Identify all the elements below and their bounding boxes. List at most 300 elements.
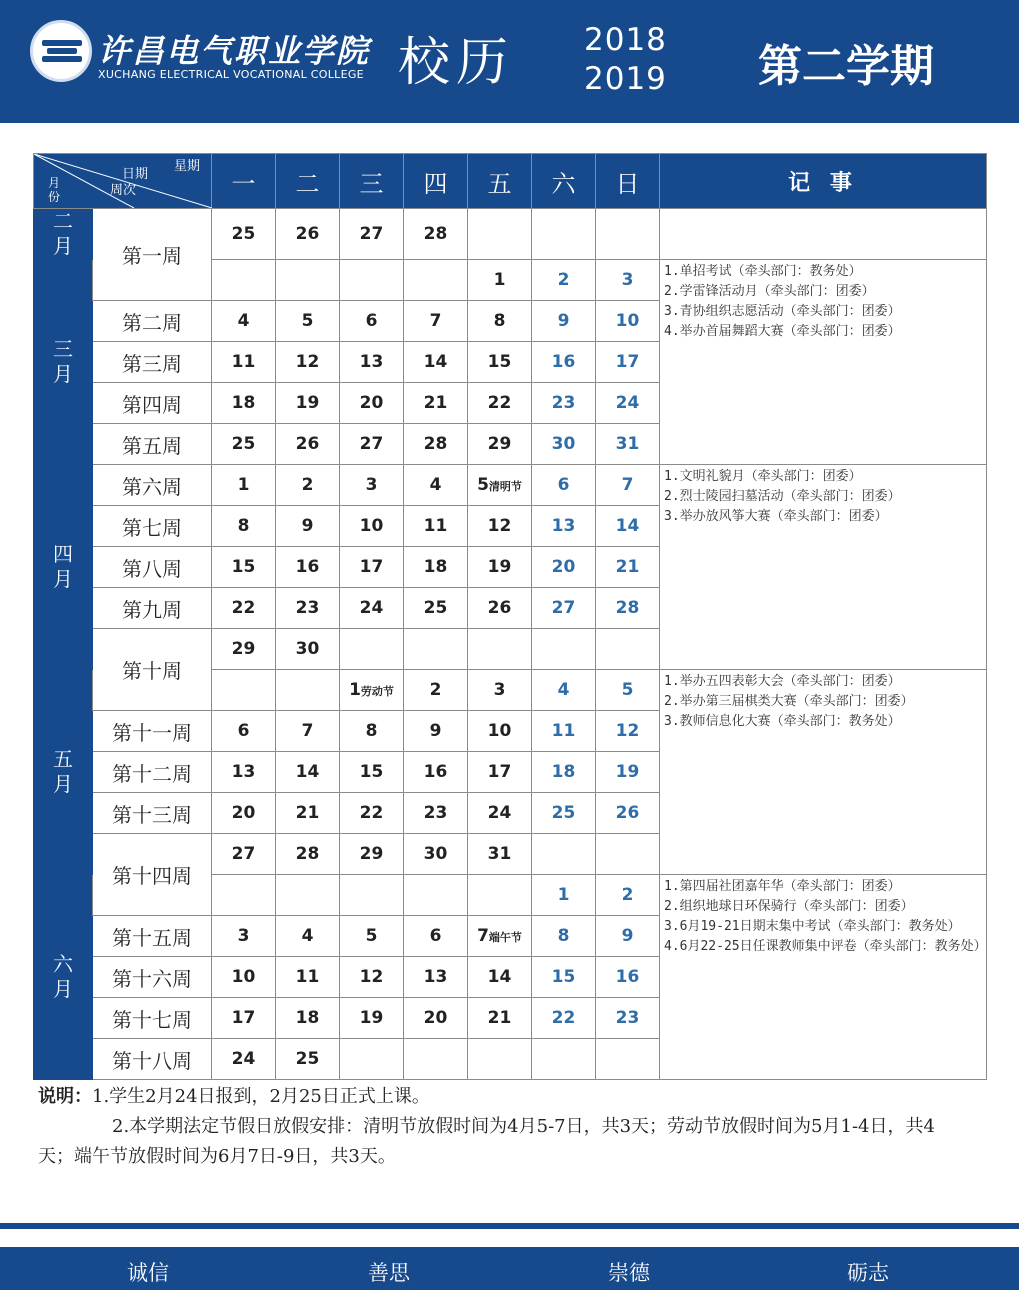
date-number: 5 (621, 680, 634, 700)
date-number: 25 (231, 224, 256, 244)
date-cell (596, 670, 660, 711)
date-cell (404, 834, 468, 875)
date-number: 24 (231, 1049, 256, 1069)
date-number: 14 (615, 516, 640, 536)
date-number: 15 (359, 762, 384, 782)
date-number: 1 (493, 270, 506, 290)
holiday-tag: 清明节 (488, 480, 522, 493)
date-cell (468, 752, 532, 793)
notes-cell (660, 209, 987, 260)
weekday-header: 日 (596, 154, 660, 209)
date-cell (468, 629, 532, 670)
corner-week-label: 周次 (110, 183, 137, 198)
date-number: 16 (551, 352, 576, 372)
note-item: 1.单招考试（牵头部门：教务处） (664, 264, 862, 279)
date-cell (212, 875, 276, 916)
date-number: 28 (615, 598, 640, 618)
date-cell (340, 506, 404, 547)
date-cell (212, 834, 276, 875)
date-number: 2 (301, 475, 314, 495)
date-cell (468, 342, 532, 383)
page-title: 校历 (398, 33, 515, 93)
date-number: 20 (423, 1008, 448, 1028)
date-number: 16 (295, 557, 320, 577)
date-cell (468, 424, 532, 465)
date-number: 13 (551, 516, 576, 536)
month-label: 三月 (53, 337, 73, 386)
week-label: 第十四周 (93, 834, 212, 916)
date-number: 2 (557, 270, 570, 290)
week-label: 第十周 (93, 629, 212, 711)
date-number: 19 (487, 557, 512, 577)
note-item: 4.6月22-25日任课教师集中评卷（牵头部门：教务处） (664, 939, 987, 954)
date-number: 29 (359, 844, 384, 864)
date-number: 24 (359, 598, 384, 618)
year-end: 2019 (584, 61, 667, 97)
date-cell (532, 547, 596, 588)
date-cell (404, 547, 468, 588)
month-cell (34, 209, 93, 260)
date-number: 5 (301, 311, 314, 331)
week-label: 第三周 (93, 342, 212, 383)
date-cell (468, 301, 532, 342)
date-cell (276, 670, 340, 711)
date-cell (468, 383, 532, 424)
date-cell (532, 793, 596, 834)
date-number: 22 (359, 803, 384, 823)
weekday-header: 一 (212, 154, 276, 209)
date-number: 10 (487, 721, 512, 741)
date-cell (532, 465, 596, 506)
school-name-cn: 许昌电气职业学院 (98, 32, 371, 70)
date-cell (276, 875, 340, 916)
holiday-tag: 端午节 (488, 931, 522, 944)
date-cell (340, 383, 404, 424)
date-cell (212, 916, 276, 957)
date-cell (212, 793, 276, 834)
month-cell (34, 670, 93, 875)
date-cell (276, 547, 340, 588)
week-label: 第十三周 (93, 793, 212, 834)
date-cell (276, 957, 340, 998)
date-cell (532, 834, 596, 875)
date-number: 15 (231, 557, 256, 577)
date-cell (276, 1039, 340, 1080)
date-number: 21 (423, 393, 448, 413)
date-cell (340, 711, 404, 752)
date-number: 11 (231, 352, 256, 372)
date-number: 11 (423, 516, 448, 536)
week-label: 第十一周 (93, 711, 212, 752)
note-item: 2.学雷锋活动月（牵头部门：团委） (664, 284, 875, 299)
date-cell (276, 506, 340, 547)
date-cell (340, 209, 404, 260)
date-number: 18 (551, 762, 576, 782)
date-number: 3 (237, 926, 250, 946)
weekday-header: 二 (276, 154, 340, 209)
date-cell (596, 711, 660, 752)
date-number: 13 (231, 762, 256, 782)
date-number: 7 (621, 475, 634, 495)
date-cell (404, 260, 468, 301)
date-number: 25 (551, 803, 576, 823)
date-cell (340, 547, 404, 588)
date-cell (276, 629, 340, 670)
date-cell (212, 998, 276, 1039)
week-label: 第二周 (93, 301, 212, 342)
explain-line-1: 1.学生2月24日报到，2月25日正式上课。 (92, 1086, 430, 1107)
date-cell (276, 998, 340, 1039)
date-number: 16 (423, 762, 448, 782)
date-cell (340, 793, 404, 834)
month-cell (34, 465, 93, 670)
note-item: 3.举办放风筝大赛（牵头部门：团委） (664, 509, 888, 524)
date-number: 13 (423, 967, 448, 987)
date-cell (532, 260, 596, 301)
week-label: 第九周 (93, 588, 212, 629)
week-label: 第十七周 (93, 998, 212, 1039)
date-cell (532, 588, 596, 629)
month-cell (34, 875, 93, 1080)
date-number: 25 (295, 1049, 320, 1069)
date-cell (468, 209, 532, 260)
month-label: 五月 (53, 747, 73, 796)
date-cell (212, 957, 276, 998)
date-number: 5 (477, 475, 489, 495)
notes-header: 记 事 (660, 154, 987, 209)
date-cell (596, 209, 660, 260)
date-cell (340, 875, 404, 916)
date-cell (596, 629, 660, 670)
date-cell (404, 424, 468, 465)
date-number: 3 (493, 680, 506, 700)
date-cell (596, 1039, 660, 1080)
note-item: 3.青协组织志愿活动（牵头部门：团委） (664, 304, 901, 319)
note-item: 1.第四届社团嘉年华（牵头部门：团委） (664, 879, 901, 894)
corner-date-label: 日期 (122, 167, 149, 182)
date-number: 12 (295, 352, 320, 372)
date-cell (532, 342, 596, 383)
notes-cell (660, 875, 987, 1080)
date-number: 19 (295, 393, 320, 413)
date-cell (532, 629, 596, 670)
date-cell (276, 834, 340, 875)
date-cell (404, 465, 468, 506)
weekday-header: 五 (468, 154, 532, 209)
date-cell (276, 588, 340, 629)
date-cell (596, 383, 660, 424)
explanation (38, 1082, 968, 1172)
date-cell (468, 711, 532, 752)
weekday-header: 三 (340, 154, 404, 209)
date-cell (276, 752, 340, 793)
date-number: 19 (359, 1008, 384, 1028)
date-number: 30 (295, 639, 320, 659)
date-number: 26 (487, 598, 512, 618)
date-number: 3 (621, 270, 634, 290)
date-cell (340, 342, 404, 383)
date-cell (340, 670, 404, 711)
holiday-tag: 劳动节 (360, 685, 394, 698)
date-cell (532, 711, 596, 752)
date-cell (212, 670, 276, 711)
corner-month-label: 月份 (47, 176, 60, 204)
term-title: 第二学期 (758, 41, 934, 92)
date-cell (596, 506, 660, 547)
calendar-row (34, 465, 987, 506)
date-cell (276, 916, 340, 957)
date-cell (340, 1039, 404, 1080)
date-number: 16 (615, 967, 640, 987)
footer-divider (0, 1223, 1019, 1229)
date-cell (596, 547, 660, 588)
date-number: 21 (295, 803, 320, 823)
date-number: 27 (231, 844, 256, 864)
date-cell (276, 424, 340, 465)
corner-header (34, 154, 212, 209)
date-cell (596, 998, 660, 1039)
date-cell (532, 916, 596, 957)
date-cell (532, 506, 596, 547)
date-cell (340, 834, 404, 875)
date-number: 23 (615, 1008, 640, 1028)
date-number: 6 (557, 475, 570, 495)
week-label: 第十五周 (93, 916, 212, 957)
date-cell (404, 209, 468, 260)
date-number: 6 (237, 721, 250, 741)
date-cell (340, 629, 404, 670)
date-number: 15 (487, 352, 512, 372)
date-number: 19 (615, 762, 640, 782)
date-number: 14 (423, 352, 448, 372)
date-number: 4 (429, 475, 442, 495)
date-cell (212, 752, 276, 793)
week-label: 第五周 (93, 424, 212, 465)
week-label: 第十六周 (93, 957, 212, 998)
date-number: 12 (487, 516, 512, 536)
date-cell (340, 424, 404, 465)
date-cell (596, 916, 660, 957)
date-cell (404, 1039, 468, 1080)
date-number: 26 (295, 224, 320, 244)
date-number: 25 (231, 434, 256, 454)
date-number: 25 (423, 598, 448, 618)
motto-item: 诚信 (127, 1261, 169, 1285)
explain-line-2: 2.本学期法定节假日放假安排：清明节放假时间为4月5-7日，共3天；劳动节放假时间为5月1-4日，共4天；端午节放假时间为6月7日-9日，共3天。 (38, 1116, 935, 1167)
date-cell (404, 383, 468, 424)
week-label: 第八周 (93, 547, 212, 588)
date-number: 22 (231, 598, 256, 618)
date-number: 31 (615, 434, 640, 454)
date-cell (532, 752, 596, 793)
date-number: 28 (423, 434, 448, 454)
date-cell (404, 588, 468, 629)
date-cell (276, 465, 340, 506)
date-cell (340, 752, 404, 793)
note-item: 3.教师信息化大赛（牵头部门：教务处） (664, 714, 901, 729)
date-number: 6 (429, 926, 442, 946)
notes-cell (660, 465, 987, 670)
date-number: 27 (359, 224, 384, 244)
note-item: 2.举办第三届棋类大赛（牵头部门：团委） (664, 694, 914, 709)
date-cell (340, 465, 404, 506)
date-cell (596, 752, 660, 793)
date-number: 9 (557, 311, 570, 331)
date-cell (468, 1039, 532, 1080)
notes-cell (660, 670, 987, 875)
weekday-header: 四 (404, 154, 468, 209)
date-cell (404, 629, 468, 670)
date-number: 12 (359, 967, 384, 987)
week-label: 第六周 (93, 465, 212, 506)
date-number: 14 (487, 967, 512, 987)
date-number: 17 (231, 1008, 256, 1028)
date-cell (468, 465, 532, 506)
date-cell (276, 301, 340, 342)
date-number: 6 (365, 311, 378, 331)
date-cell (468, 834, 532, 875)
date-cell (596, 301, 660, 342)
date-number: 20 (551, 557, 576, 577)
notes-cell (660, 260, 987, 465)
date-cell (212, 588, 276, 629)
date-number: 26 (295, 434, 320, 454)
date-cell (404, 957, 468, 998)
date-cell (340, 301, 404, 342)
date-cell (596, 424, 660, 465)
date-number: 10 (359, 516, 384, 536)
date-number: 24 (615, 393, 640, 413)
date-cell (276, 260, 340, 301)
date-number: 4 (557, 680, 570, 700)
date-number: 7 (429, 311, 442, 331)
date-number: 17 (487, 762, 512, 782)
date-cell (212, 301, 276, 342)
date-number: 4 (237, 311, 250, 331)
date-cell (596, 588, 660, 629)
date-cell (404, 506, 468, 547)
date-cell (468, 547, 532, 588)
date-cell (596, 957, 660, 998)
corner-weekday-label: 星期 (174, 159, 201, 174)
calendar-row (34, 209, 987, 260)
week-label: 第七周 (93, 506, 212, 547)
date-cell (468, 588, 532, 629)
date-number: 20 (231, 803, 256, 823)
note-item: 2.组织地球日环保骑行（牵头部门：团委） (664, 899, 914, 914)
date-number: 23 (295, 598, 320, 618)
date-number: 29 (231, 639, 256, 659)
date-cell (404, 301, 468, 342)
date-number: 11 (551, 721, 576, 741)
date-number: 22 (551, 1008, 576, 1028)
date-number: 1 (557, 885, 570, 905)
motto-item: 善思 (368, 1261, 410, 1285)
date-number: 3 (365, 475, 378, 495)
date-cell (276, 383, 340, 424)
date-cell (468, 957, 532, 998)
date-number: 21 (487, 1008, 512, 1028)
date-cell (276, 209, 340, 260)
date-cell (532, 301, 596, 342)
date-number: 7 (477, 926, 489, 946)
calendar-table (33, 153, 987, 1080)
date-cell (596, 875, 660, 916)
motto-item: 崇德 (608, 1261, 650, 1285)
date-cell (404, 342, 468, 383)
date-cell (212, 260, 276, 301)
month-label: 六月 (53, 952, 73, 1001)
date-cell (212, 1039, 276, 1080)
date-cell (212, 506, 276, 547)
date-cell (532, 875, 596, 916)
explain-label: 说明： (38, 1086, 92, 1107)
date-number: 9 (621, 926, 634, 946)
date-cell (404, 752, 468, 793)
date-number: 23 (551, 393, 576, 413)
date-number: 11 (295, 967, 320, 987)
date-cell (404, 793, 468, 834)
date-number: 8 (365, 721, 378, 741)
date-number: 5 (365, 926, 378, 946)
date-number: 14 (295, 762, 320, 782)
date-number: 17 (359, 557, 384, 577)
date-cell (532, 424, 596, 465)
date-cell (468, 506, 532, 547)
date-number: 10 (231, 967, 256, 987)
date-number: 17 (615, 352, 640, 372)
week-label: 第十二周 (93, 752, 212, 793)
date-cell (468, 916, 532, 957)
date-number: 18 (231, 393, 256, 413)
date-cell (404, 916, 468, 957)
date-number: 9 (429, 721, 442, 741)
date-cell (596, 342, 660, 383)
month-label: 二月 (53, 209, 73, 258)
date-number: 2 (621, 885, 634, 905)
date-cell (468, 793, 532, 834)
date-cell (404, 670, 468, 711)
date-number: 20 (359, 393, 384, 413)
date-number: 18 (295, 1008, 320, 1028)
date-number: 10 (615, 311, 640, 331)
date-number: 1 (237, 475, 250, 495)
date-number: 28 (295, 844, 320, 864)
date-number: 28 (423, 224, 448, 244)
header-banner (0, 0, 1019, 123)
week-label: 第四周 (93, 383, 212, 424)
note-item: 1.举办五四表彰大会（牵头部门：团委） (664, 674, 901, 689)
date-number: 18 (423, 557, 448, 577)
date-cell (276, 342, 340, 383)
date-cell (212, 424, 276, 465)
date-number: 15 (551, 967, 576, 987)
date-number: 1 (349, 680, 361, 700)
date-cell (340, 260, 404, 301)
date-cell (340, 998, 404, 1039)
date-number: 2 (429, 680, 442, 700)
date-cell (532, 670, 596, 711)
month-cell (34, 260, 93, 465)
week-label: 第一周 (93, 209, 212, 301)
date-cell (276, 793, 340, 834)
date-cell (212, 342, 276, 383)
date-number: 27 (359, 434, 384, 454)
date-cell (212, 465, 276, 506)
date-cell (532, 1039, 596, 1080)
date-number: 24 (487, 803, 512, 823)
date-cell (468, 998, 532, 1039)
